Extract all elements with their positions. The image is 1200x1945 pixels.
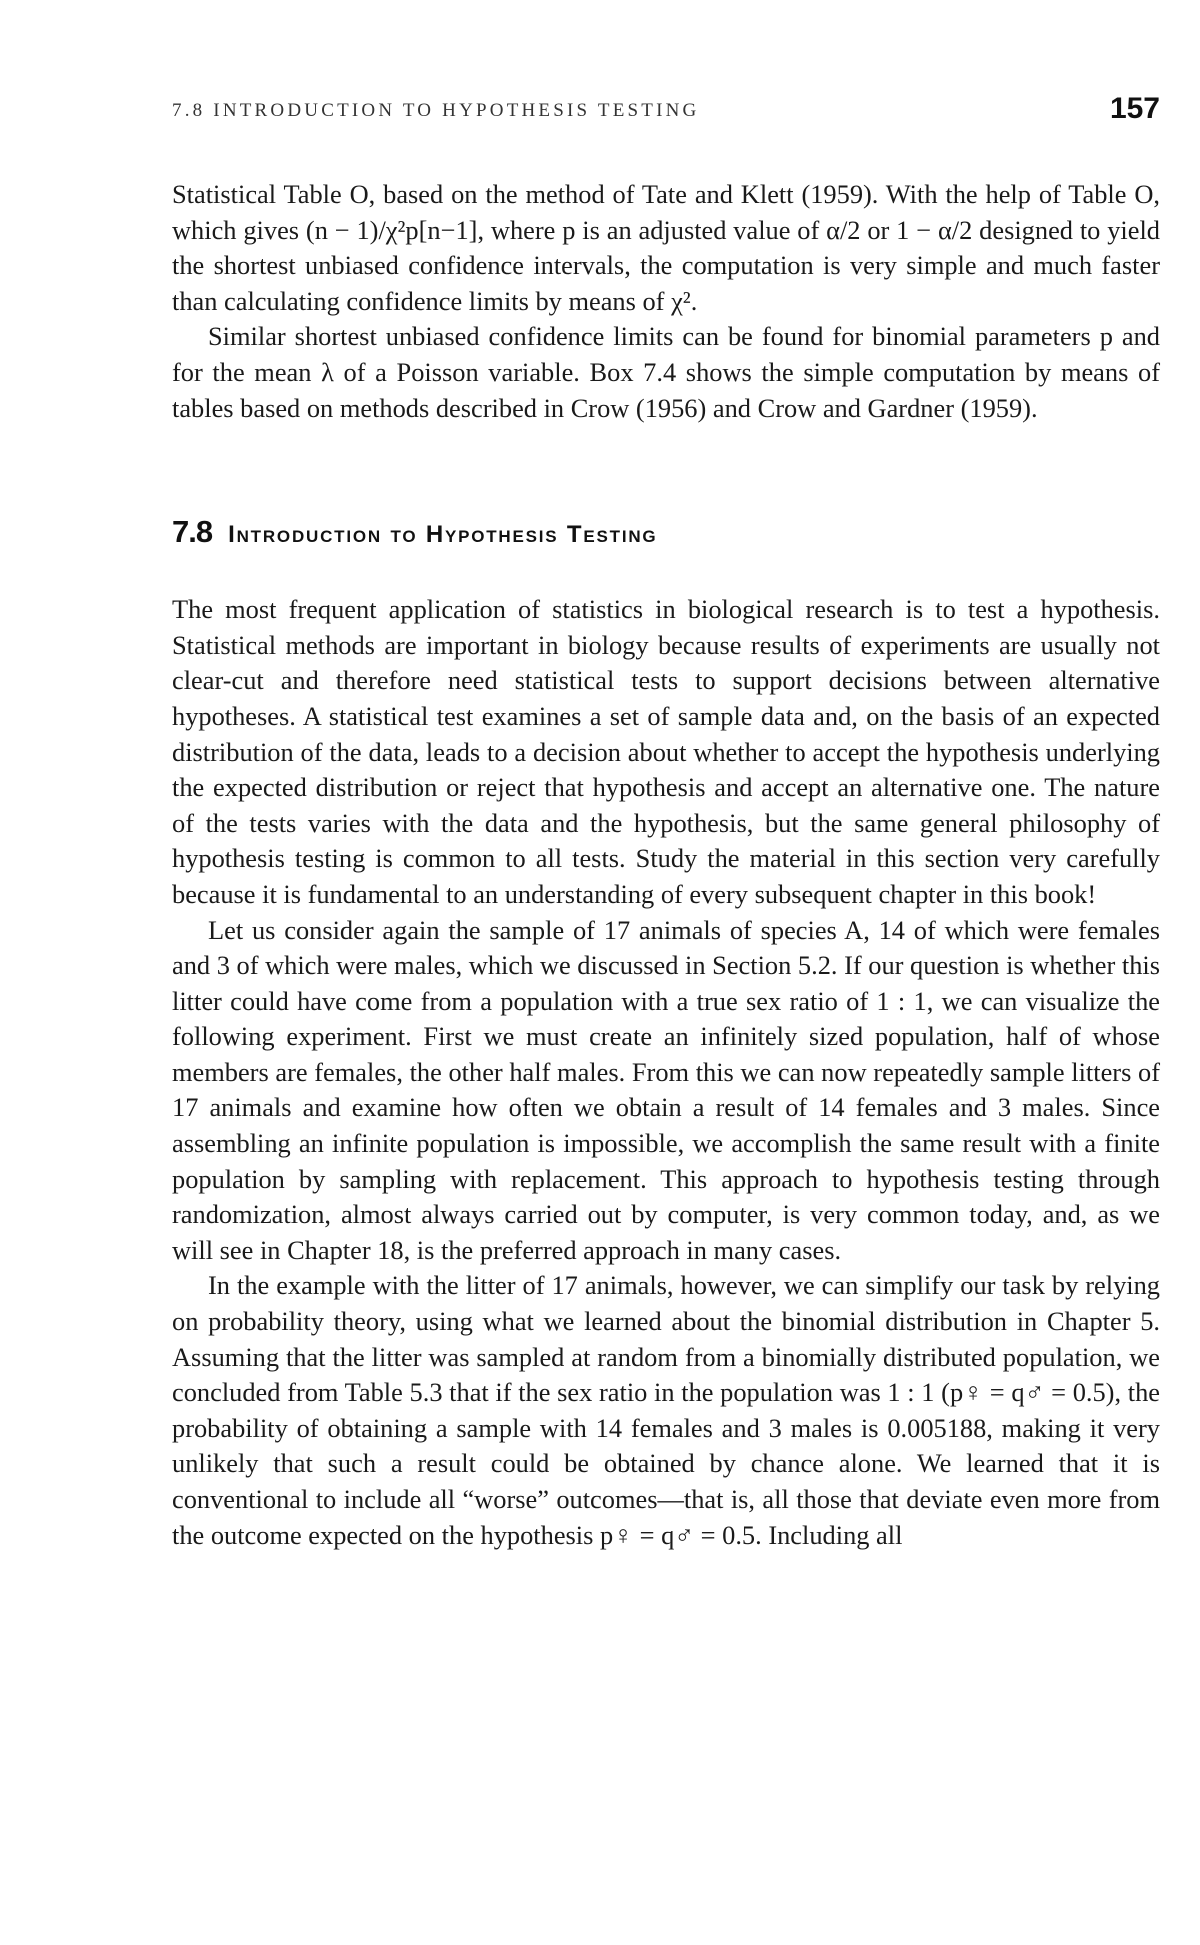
book-page	[172, 92, 1160, 1553]
paragraph-probability-theory: In the example with the litter of 17 animals, however, we can simplify our task by relying on probability theory, using what we learned about the binomial distribution in Chapter 5. Assuming that the litter was sampled at random from a binomially distributed population, we concluded from Table 5.3 that if the sex ratio in the population was 1 : 1 (p♀ = q♂ = 0.5), the probability of obtaining a sample with 14 females and 3 males is 0.005188, making it very unlikely that such a result could be obtained by chance alone. We learned that it is conventional to include all “worse” outcomes—that is, all those that deviate even more from the outcome expected on the hypothesis p♀ = q♂ = 0.5. Including all	[172, 1270, 1160, 1550]
section-number: 7.8	[172, 514, 213, 550]
paragraph-hypothesis-intro: The most frequent application of statistics in biological research is to test a hypothesis. Statistical methods are important in biology because results of experiments are usually not clear-cut and therefore need statistical tests to support decisions between alternative hypotheses. A statistical test examines a set of sample data and, on the basis of an expected distribution of the data, leads to a decision about whether to accept the hypothesis underlying the expected distribution or reject that hypothesis and accept an alternative one. The nature of the tests varies with the data and the hypothesis, but the same general philosophy of hypothesis testing is common to all tests. Study the material in this section very carefully because it is fundamental to an understanding of every subsequent chapter in this book!	[172, 594, 1160, 909]
running-title: 7.8 INTRODUCTION TO HYPOTHESIS TESTING	[172, 100, 700, 121]
running-head	[172, 92, 1160, 132]
intro-text-block	[172, 177, 1160, 426]
section-heading	[172, 514, 1160, 554]
paragraph-table-o: Statistical Table O, based on the method of Tate and Klett (1959). With the help of Table O, which gives (n − 1)/χ²p[n−1], where p is an adjusted value of α/2 or 1 − α/2 designed to yield the shortest unbiased confidence intervals, the computation is very simple and much faster than calculating confidence limits by means of χ².	[172, 179, 1160, 316]
paragraph-binomial-poisson-limits: Similar shortest unbiased confidence limits can be found for binomial parameters p and for the mean λ of a Poisson variable. Box 7.4 shows the simple computation by means of tables based on methods described in Crow (1956) and Crow and Gardner (1959).	[172, 321, 1160, 423]
paragraph-litter-experiment: Let us consider again the sample of 17 animals of species A, 14 of which were females and 3 of which were males, which we discussed in Section 5.2. If our question is whether this litter could have come from a population with a true sex ratio of 1 : 1, we can visualize the following experiment. First we must create an infinitely sized population, half of whose members are females, the other half males. From this we can now repeatedly sample litters of 17 animals and examine how often we obtain a result of 14 females and 3 males. Since assembling an infinite population is impossible, we accomplish the same result with a finite population by sampling with replacement. This approach to hypothesis testing through randomization, almost always carried out by computer, is very common today, and, as we will see in Chapter 18, is the preferred approach in many cases.	[172, 914, 1160, 1265]
section-title: Introduction to Hypothesis Testing	[228, 521, 658, 549]
section-text-block	[172, 592, 1160, 1553]
page-number: 157	[1109, 92, 1160, 125]
